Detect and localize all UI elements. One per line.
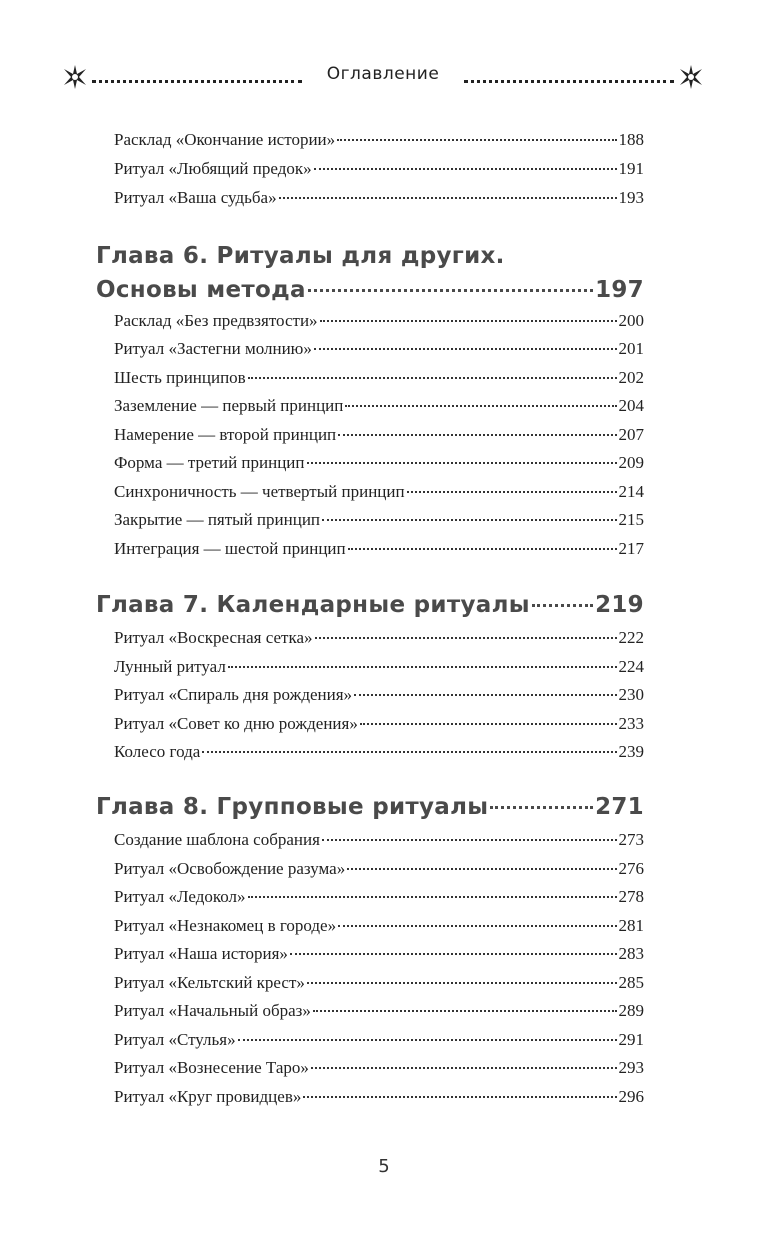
toc-entry-title: Ритуал «Начальный образ»: [114, 1001, 311, 1020]
toc-entry-page: 285: [618, 973, 644, 992]
dot-leader: [303, 1096, 616, 1098]
toc-entry[interactable]: [114, 539, 644, 567]
toc-entry[interactable]: [114, 628, 644, 656]
toc-entry[interactable]: [114, 482, 644, 510]
toc-entry-title: Заземление — первый принцип: [114, 396, 344, 415]
toc-entry-title: Создание шаблона собрания: [114, 830, 320, 849]
toc-entry-title: Интеграция — шестой принцип: [114, 539, 346, 558]
chapter-title-line2: Основы метода: [96, 277, 306, 303]
dot-leader: [307, 462, 617, 464]
dot-leader: [322, 839, 617, 841]
dot-leader: [314, 348, 617, 350]
toc-entry-page: 273: [618, 830, 644, 849]
toc-entry[interactable]: [114, 510, 644, 538]
dot-leader: [337, 139, 616, 141]
page-number: 5: [378, 1156, 390, 1177]
toc-entry-title: Намерение — второй принцип: [114, 425, 337, 444]
dot-leader: [311, 1067, 617, 1069]
toc-entry[interactable]: [114, 130, 644, 158]
toc-entry-page: 224: [618, 657, 644, 676]
toc-entry[interactable]: [114, 396, 644, 424]
toc-entry[interactable]: [114, 916, 644, 944]
toc-entry[interactable]: [114, 742, 644, 770]
toc-entry[interactable]: [114, 159, 644, 187]
toc-entry[interactable]: [114, 1001, 644, 1029]
toc-entry-page: 278: [618, 887, 644, 906]
toc-entry[interactable]: [114, 859, 644, 887]
toc-entry[interactable]: [114, 1030, 644, 1058]
toc-entry[interactable]: [114, 425, 644, 453]
toc-entry-title: Ритуал «Стулья»: [114, 1030, 236, 1049]
toc-entry-page: 239: [618, 742, 644, 761]
toc-entry-title: Расклад «Окончание истории»: [114, 130, 336, 149]
toc-entry[interactable]: [114, 311, 644, 339]
toc-entry-page: 204: [618, 396, 644, 415]
toc-entry-title: Ритуал «Ваша судьба»: [114, 188, 277, 207]
header-title: Оглавление: [326, 64, 440, 84]
toc-entry[interactable]: [114, 944, 644, 972]
dot-leader: [490, 806, 593, 809]
dot-leader: [354, 694, 616, 696]
dot-leader: [315, 637, 617, 639]
toc-entry-page: 283: [618, 944, 644, 963]
toc-entry-title: Ритуал «Кельтский крест»: [114, 973, 305, 992]
dot-leader: [248, 896, 617, 898]
dot-leader: [338, 434, 616, 436]
dot-leader: [248, 377, 617, 379]
toc-entry-title: Форма — третий принцип: [114, 453, 305, 472]
toc-entry-title: Расклад «Без предвзятости»: [114, 311, 318, 330]
toc-entry-page: 209: [618, 453, 644, 472]
dot-leader: [290, 953, 617, 955]
toc-entry-page: 233: [618, 714, 644, 733]
toc-entry-page: 207: [618, 425, 644, 444]
dot-leader: [320, 320, 617, 322]
toc-entry-title: Ритуал «Совет ко дню рождения»: [114, 714, 358, 733]
toc-entry[interactable]: [114, 973, 644, 1001]
toc-entry[interactable]: [114, 453, 644, 481]
chapter-heading-8[interactable]: [96, 794, 644, 828]
toc-entry[interactable]: [114, 685, 644, 713]
dot-leader: [347, 868, 616, 870]
toc-entry-title: Закрытие — пятый принцип: [114, 510, 321, 529]
toc-entry-page: 214: [618, 482, 644, 501]
toc-entry-title: Ритуал «Незнакомец в городе»: [114, 916, 337, 935]
toc-entry-page: 293: [618, 1058, 644, 1077]
chapter-page: 219: [595, 592, 644, 618]
toc-entry-title: Шесть принципов: [114, 368, 246, 387]
toc-entry-page: 291: [618, 1030, 644, 1049]
toc-entry[interactable]: [114, 1058, 644, 1086]
dot-leader: [279, 197, 617, 199]
chapter-title-line1: Глава 6. Ритуалы для других.: [96, 243, 505, 269]
dot-leader: [360, 723, 617, 725]
toc-entry-page: 193: [618, 188, 644, 207]
toc-entry-title: Ритуал «Любящий предок»: [114, 159, 312, 178]
toc-entry-page: 201: [618, 339, 644, 358]
toc-entry[interactable]: [114, 368, 644, 396]
toc-entry-title: Синхроничность — четвертый принцип: [114, 482, 405, 501]
chapter-title: Глава 8. Групповые ритуалы: [96, 794, 489, 820]
dot-leader: [532, 604, 593, 607]
toc-entry-page: 281: [618, 916, 644, 935]
toc-entry-title: Ритуал «Ледокол»: [114, 887, 246, 906]
toc-entry-title: Ритуал «Спираль дня рождения»: [114, 685, 353, 704]
star-ornament-icon: [678, 64, 704, 90]
chapter-page: 271: [595, 794, 644, 820]
toc-entry-title: Ритуал «Воскресная сетка»: [114, 628, 313, 647]
dot-leader: [202, 751, 616, 753]
toc-entry-page: 191: [618, 159, 644, 178]
header-dots-right: [464, 66, 674, 83]
toc-entry-title: Колесо года: [114, 742, 201, 761]
toc-entry-title: Ритуал «Круг провидцев»: [114, 1087, 302, 1106]
toc-entry[interactable]: [114, 887, 644, 915]
toc-entry[interactable]: [114, 188, 644, 216]
toc-entry-page: 215: [618, 510, 644, 529]
toc-entry-page: 202: [618, 368, 644, 387]
toc-entry-title: Лунный ритуал: [114, 657, 226, 676]
toc-entry-title: Ритуал «Вознесение Таро»: [114, 1058, 309, 1077]
chapter-page: 197: [595, 277, 644, 303]
dot-leader: [314, 168, 617, 170]
dot-leader: [345, 405, 616, 407]
chapter-heading-6[interactable]: [96, 243, 644, 311]
toc-entry[interactable]: [114, 1087, 644, 1115]
dot-leader: [348, 548, 617, 550]
toc-entry-page: 276: [618, 859, 644, 878]
toc-entry-page: 230: [618, 685, 644, 704]
chapter-heading-7[interactable]: [96, 592, 644, 626]
dot-leader: [307, 982, 617, 984]
dot-leader: [313, 1010, 617, 1012]
toc-entry-title: Ритуал «Наша история»: [114, 944, 288, 963]
dot-leader: [407, 491, 617, 493]
toc-entry-title: Ритуал «Освобождение разума»: [114, 859, 346, 878]
toc-entry[interactable]: [114, 714, 644, 742]
toc-entry-page: 222: [618, 628, 644, 647]
dot-leader: [228, 666, 617, 668]
toc-entry[interactable]: [114, 657, 644, 685]
running-header: [62, 56, 704, 96]
toc-entry[interactable]: [114, 830, 644, 858]
toc-entry-page: 188: [618, 130, 644, 149]
toc-entry-title: Ритуал «Застегни молнию»: [114, 339, 312, 358]
dot-leader: [338, 925, 616, 927]
chapter-title: Глава 7. Календарные ритуалы: [96, 592, 530, 618]
toc-entry-page: 200: [618, 311, 644, 330]
dot-leader: [322, 519, 616, 521]
dot-leader: [308, 289, 593, 292]
toc-entry-page: 289: [618, 1001, 644, 1020]
toc-entry-page: 217: [618, 539, 644, 558]
toc-entry-page: 296: [618, 1087, 644, 1106]
dot-leader: [238, 1039, 617, 1041]
toc-entry[interactable]: [114, 339, 644, 367]
